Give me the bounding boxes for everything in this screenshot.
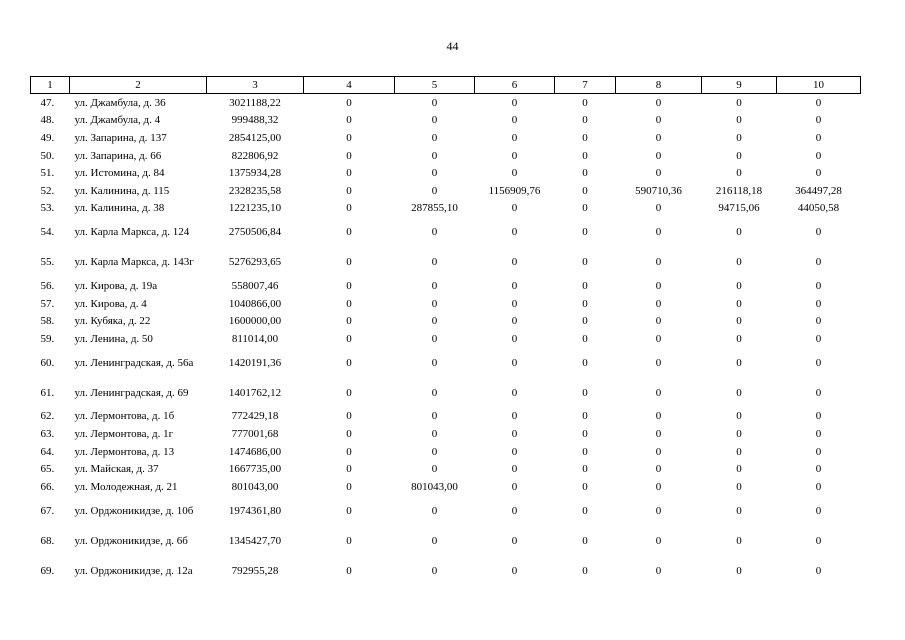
row-number: 66.: [40, 480, 55, 493]
value-cell: 0: [815, 297, 822, 310]
value-cell: 0: [346, 315, 352, 328]
value-cell: 0: [736, 356, 742, 369]
value-cell: 0: [655, 356, 662, 369]
value-cell: 0: [736, 564, 742, 577]
table-row: [31, 182, 861, 200]
value-cell: 0: [431, 167, 438, 180]
value-cell: 0: [582, 427, 588, 440]
value-cell: 777001,68: [231, 427, 279, 440]
table-row: [31, 247, 861, 277]
value-cell: 44050,58: [797, 202, 840, 215]
value-cell: 287855,10: [411, 202, 458, 215]
value-cell: 0: [736, 410, 742, 423]
value-cell: 0: [431, 332, 438, 345]
column-header: 9: [702, 77, 777, 94]
value-cell: 0: [346, 226, 352, 239]
table-row: [31, 556, 861, 586]
value-cell: 0: [511, 114, 518, 127]
value-cell: 0: [346, 463, 352, 476]
value-cell: 0: [511, 534, 518, 547]
value-cell: 0: [346, 480, 352, 493]
row-number: 51.: [40, 167, 55, 180]
value-cell: 0: [346, 504, 352, 517]
address-cell: ул. Кирова, д. 19а: [74, 279, 158, 292]
address-cell: ул. Калинина, д. 38: [74, 202, 165, 215]
value-cell: 0: [582, 315, 588, 328]
value-cell: 0: [736, 332, 742, 345]
value-cell: 0: [655, 410, 662, 423]
table-row: [31, 526, 861, 556]
address-cell: ул. Орджоникидзе, д. 10б: [74, 504, 194, 517]
value-cell: 0: [431, 279, 438, 292]
value-cell: 0: [736, 463, 742, 476]
address-cell: ул. Кирова, д. 4: [74, 297, 147, 310]
value-cell: 0: [815, 480, 822, 493]
row-number: 60.: [40, 356, 55, 369]
table-row: [31, 496, 861, 526]
value-cell: 0: [582, 534, 588, 547]
address-cell: ул. Калинина, д. 115: [74, 184, 170, 197]
value-cell: 0: [511, 315, 518, 328]
value-cell: 1156909,76: [488, 184, 541, 197]
value-cell: 0: [431, 534, 438, 547]
value-cell: 0: [655, 202, 662, 215]
value-cell: 0: [815, 256, 822, 269]
value-cell: 0: [346, 167, 352, 180]
value-cell: 0: [582, 480, 588, 493]
value-cell: 1345427,70: [228, 534, 282, 547]
data-table: [30, 76, 861, 586]
column-header: 1: [31, 77, 70, 94]
value-cell: 811014,00: [231, 332, 279, 345]
value-cell: 0: [582, 564, 588, 577]
value-cell: 0: [346, 256, 352, 269]
table-row: [31, 200, 861, 218]
value-cell: 0: [346, 184, 352, 197]
header-row: [31, 77, 861, 94]
address-cell: ул. Истомина, д. 84: [74, 167, 165, 180]
value-cell: 0: [511, 226, 518, 239]
table-body: [31, 94, 861, 586]
value-cell: 0: [346, 534, 352, 547]
value-cell: 0: [736, 256, 742, 269]
value-cell: 0: [582, 297, 588, 310]
value-cell: 0: [431, 315, 438, 328]
table-row: [31, 425, 861, 443]
table-row: [31, 312, 861, 330]
value-cell: 1667735,00: [228, 463, 282, 476]
value-cell: 0: [431, 96, 438, 109]
table-row: [31, 378, 861, 408]
value-cell: 0: [511, 202, 518, 215]
value-cell: 0: [346, 202, 352, 215]
value-cell: 1420191,36: [228, 356, 282, 369]
value-cell: 558007,46: [231, 279, 279, 292]
value-cell: 0: [736, 504, 742, 517]
value-cell: 792955,28: [231, 564, 279, 577]
value-cell: 0: [346, 96, 352, 109]
address-cell: ул. Ленинградская, д. 69: [74, 386, 189, 399]
value-cell: 0: [346, 564, 352, 577]
value-cell: 0: [655, 96, 662, 109]
value-cell: 2854125,00: [228, 131, 282, 144]
address-cell: ул. Ленина, д. 50: [74, 332, 153, 345]
value-cell: 0: [655, 332, 662, 345]
value-cell: 0: [815, 226, 822, 239]
row-number: 53.: [40, 202, 55, 215]
value-cell: 0: [815, 131, 822, 144]
value-cell: 0: [655, 445, 662, 458]
value-cell: 0: [511, 445, 518, 458]
value-cell: 0: [431, 410, 438, 423]
value-cell: 0: [815, 114, 822, 127]
address-cell: ул. Ленинградская, д. 56а: [74, 356, 194, 369]
row-number: 64.: [40, 445, 55, 458]
page-number: 44: [446, 39, 459, 53]
value-cell: 0: [736, 445, 742, 458]
address-cell: ул. Лермонтова, д. 1б: [74, 410, 175, 423]
value-cell: 0: [736, 114, 742, 127]
value-cell: 0: [511, 332, 518, 345]
value-cell: 1221235,10: [228, 202, 282, 215]
value-cell: 0: [511, 564, 518, 577]
value-cell: 1600000,00: [228, 315, 282, 328]
column-header: 3: [207, 77, 304, 94]
row-number: 49.: [40, 131, 55, 144]
row-number: 56.: [40, 279, 55, 292]
table-row: [31, 94, 861, 112]
row-number: 55.: [40, 256, 55, 269]
value-cell: 0: [815, 427, 822, 440]
column-header: 5: [395, 77, 475, 94]
value-cell: 0: [815, 167, 822, 180]
value-cell: 0: [511, 410, 518, 423]
value-cell: 0: [736, 427, 742, 440]
value-cell: 0: [511, 297, 518, 310]
value-cell: 0: [655, 564, 662, 577]
value-cell: 0: [346, 332, 352, 345]
address-cell: ул. Запарина, д. 66: [74, 149, 162, 162]
value-cell: 364497,28: [795, 184, 842, 197]
table-row: [31, 164, 861, 182]
address-cell: ул. Лермонтова, д. 13: [74, 445, 175, 458]
value-cell: 0: [346, 297, 352, 310]
table-row: [31, 460, 861, 478]
value-cell: 0: [582, 445, 588, 458]
value-cell: 590710,36: [635, 184, 682, 197]
address-cell: ул. Карла Маркса, д. 143г: [74, 256, 194, 269]
value-cell: 0: [736, 534, 742, 547]
value-cell: 0: [511, 463, 518, 476]
value-cell: 0: [346, 114, 352, 127]
address-cell: ул. Кубяка, д. 22: [74, 315, 151, 328]
value-cell: 0: [431, 564, 438, 577]
value-cell: 0: [655, 131, 662, 144]
value-cell: 0: [655, 480, 662, 493]
value-cell: 0: [736, 386, 742, 399]
value-cell: 999488,32: [231, 114, 279, 127]
value-cell: 216118,18: [715, 184, 763, 197]
address-cell: ул. Орджоникидзе, д. 12а: [74, 564, 193, 577]
column-header: 4: [304, 77, 395, 94]
row-number: 50.: [40, 149, 55, 162]
address-cell: ул. Джамбула, д. 36: [74, 96, 166, 109]
value-cell: 0: [815, 386, 822, 399]
value-cell: 0: [815, 463, 822, 476]
row-number: 59.: [40, 332, 55, 345]
value-cell: 0: [511, 131, 518, 144]
value-cell: 0: [346, 445, 352, 458]
value-cell: 0: [431, 226, 438, 239]
value-cell: 0: [655, 386, 662, 399]
value-cell: 0: [655, 463, 662, 476]
value-cell: 0: [346, 386, 352, 399]
column-header: 10: [777, 77, 861, 94]
value-cell: 0: [511, 427, 518, 440]
value-cell: 0: [815, 149, 822, 162]
value-cell: 0: [511, 96, 518, 109]
value-cell: 0: [582, 463, 588, 476]
value-cell: 0: [511, 256, 518, 269]
value-cell: 0: [582, 149, 588, 162]
value-cell: 1375934,28: [228, 167, 282, 180]
address-cell: ул. Майская, д. 37: [74, 463, 159, 476]
value-cell: 0: [815, 445, 822, 458]
value-cell: 0: [431, 427, 438, 440]
value-cell: 0: [736, 96, 742, 109]
row-number: 47.: [40, 96, 55, 109]
column-header: 6: [475, 77, 555, 94]
value-cell: 0: [582, 226, 588, 239]
row-number: 54.: [40, 226, 55, 239]
value-cell: 0: [736, 297, 742, 310]
table-row: [31, 147, 861, 165]
value-cell: 0: [431, 297, 438, 310]
column-header: 2: [70, 77, 207, 94]
column-header: 7: [555, 77, 616, 94]
value-cell: 0: [346, 149, 352, 162]
value-cell: 0: [815, 96, 822, 109]
value-cell: 0: [431, 131, 438, 144]
value-cell: 0: [815, 315, 822, 328]
address-cell: ул. Лермонтова, д. 1г: [74, 427, 174, 440]
address-cell: ул. Карла Маркса, д. 124: [74, 226, 190, 239]
table-row: [31, 408, 861, 426]
value-cell: 0: [346, 356, 352, 369]
value-cell: 1401762,12: [228, 386, 282, 399]
value-cell: 0: [511, 480, 518, 493]
value-cell: 0: [511, 504, 518, 517]
value-cell: 0: [655, 226, 662, 239]
row-number: 62.: [40, 410, 55, 423]
value-cell: 0: [431, 149, 438, 162]
value-cell: 0: [582, 202, 588, 215]
value-cell: 0: [815, 356, 822, 369]
value-cell: 0: [431, 356, 438, 369]
value-cell: 0: [431, 463, 438, 476]
value-cell: 0: [346, 410, 352, 423]
value-cell: 0: [582, 356, 588, 369]
value-cell: 0: [736, 167, 742, 180]
value-cell: 0: [346, 131, 352, 144]
value-cell: 1974361,80: [228, 504, 282, 517]
value-cell: 2328235,58: [228, 184, 282, 197]
value-cell: 0: [655, 504, 662, 517]
row-number: 67.: [40, 504, 55, 517]
row-number: 57.: [40, 297, 55, 310]
value-cell: 0: [736, 226, 742, 239]
row-number: 58.: [40, 315, 55, 328]
value-cell: 94715,06: [718, 202, 760, 215]
address-cell: ул. Джамбула, д. 4: [74, 114, 161, 127]
value-cell: 0: [511, 386, 518, 399]
value-cell: 0: [815, 534, 822, 547]
value-cell: 0: [655, 297, 662, 310]
value-cell: 0: [582, 167, 588, 180]
value-cell: 0: [655, 279, 662, 292]
value-cell: 0: [815, 504, 822, 517]
value-cell: 2750506,84: [228, 226, 282, 239]
value-cell: 0: [736, 279, 742, 292]
value-cell: 0: [346, 279, 352, 292]
value-cell: 772429,18: [231, 410, 279, 423]
address-cell: ул. Молодежная, д. 21: [74, 480, 178, 493]
value-cell: 0: [511, 356, 518, 369]
row-number: 69.: [40, 564, 55, 577]
value-cell: 0: [655, 114, 662, 127]
value-cell: 0: [582, 410, 588, 423]
table-row: [31, 277, 861, 295]
address-cell: ул. Запарина, д. 137: [74, 131, 167, 144]
value-cell: 0: [582, 131, 588, 144]
value-cell: 0: [736, 315, 742, 328]
value-cell: 0: [582, 256, 588, 269]
value-cell: 0: [815, 410, 822, 423]
value-cell: 0: [582, 386, 588, 399]
value-cell: 0: [431, 256, 438, 269]
value-cell: 0: [655, 534, 662, 547]
value-cell: 0: [815, 332, 822, 345]
value-cell: 801043,00: [231, 480, 279, 493]
row-number: 63.: [40, 427, 55, 440]
table-row: [31, 295, 861, 313]
value-cell: 0: [736, 131, 742, 144]
value-cell: 0: [736, 149, 742, 162]
value-cell: 801043,00: [411, 480, 458, 493]
value-cell: 0: [655, 167, 662, 180]
value-cell: 0: [655, 149, 662, 162]
row-number: 61.: [40, 386, 55, 399]
row-number: 68.: [40, 534, 55, 547]
value-cell: 0: [511, 279, 518, 292]
value-cell: 0: [511, 149, 518, 162]
value-cell: 0: [431, 184, 438, 197]
value-cell: 0: [582, 96, 588, 109]
value-cell: 5276293,65: [228, 256, 282, 269]
value-cell: 0: [815, 279, 822, 292]
table-row: [31, 217, 861, 247]
value-cell: 0: [582, 332, 588, 345]
value-cell: 0: [655, 315, 662, 328]
value-cell: 0: [582, 184, 588, 197]
table-row: [31, 478, 861, 496]
table-row: [31, 129, 861, 147]
value-cell: 0: [346, 427, 352, 440]
value-cell: 822806,92: [231, 149, 279, 162]
row-number: 52.: [40, 184, 55, 197]
value-cell: 0: [431, 445, 438, 458]
row-number: 48.: [40, 114, 55, 127]
row-number: 65.: [40, 463, 55, 476]
value-cell: 0: [582, 114, 588, 127]
table-row: [31, 112, 861, 130]
table-row: [31, 348, 861, 378]
value-cell: 0: [431, 386, 438, 399]
value-cell: 0: [431, 504, 438, 517]
value-cell: 0: [655, 427, 662, 440]
table-row: [31, 330, 861, 348]
value-cell: 0: [431, 114, 438, 127]
value-cell: 0: [582, 279, 588, 292]
value-cell: 1040866,00: [228, 297, 282, 310]
column-header: 8: [616, 77, 702, 94]
value-cell: 0: [582, 504, 588, 517]
value-cell: 0: [511, 167, 518, 180]
value-cell: 0: [815, 564, 822, 577]
address-cell: ул. Орджоникидзе, д. 6б: [74, 534, 188, 547]
value-cell: 0: [736, 480, 742, 493]
value-cell: 3021188,22: [229, 96, 281, 109]
value-cell: 0: [655, 256, 662, 269]
value-cell: 1474686,00: [228, 445, 282, 458]
table-row: [31, 443, 861, 461]
